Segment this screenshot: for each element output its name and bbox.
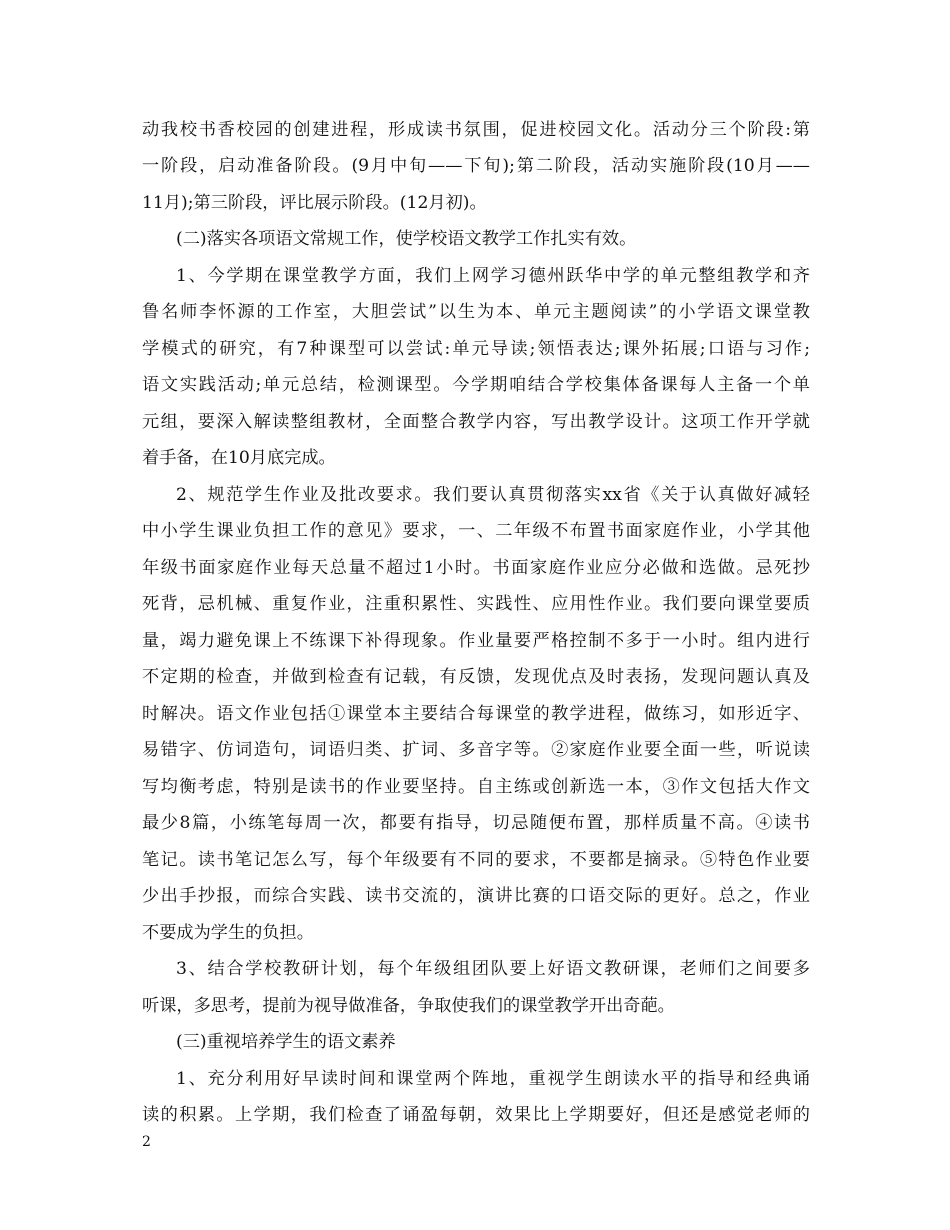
text-line: 年级书面家庭作业每天总量不超过1小时。书面家庭作业应分必做和选做。忌死抄 xyxy=(142,558,810,578)
text-line: 中小学生课业负担工作的意见》要求，一、二年级不布置书面家庭作业，小学其他 xyxy=(142,521,810,541)
text-line: 语文实践活动;单元总结，检测课型。今学期咱结合学校集体备课每人主备一个单 xyxy=(142,375,810,395)
text-line: 学模式的研究，有7种课型可以尝试:单元导读;领悟表达;课外拓展;口语与习作; xyxy=(142,339,810,359)
text-line: 着手备，在10月底完成。 xyxy=(142,448,336,468)
text-line: 笔记。读书笔记怎么写，每个年级要有不同的要求，不要都是摘录。⑤特色作业要 xyxy=(142,850,810,870)
text-line: 不要成为学生的负担。 xyxy=(142,923,314,943)
text-line: 量，竭力避免课上不练课下补得现象。作业量要严格控制不多于一小时。组内进行 xyxy=(142,631,810,651)
text-line: 少出手抄报，而综合实践、读书交流的，演讲比赛的口语交际的更好。总之，作业 xyxy=(142,886,810,906)
text-line: 读的积累。上学期，我们检查了诵盈每朝，效果比上学期要好，但还是感觉老师的 xyxy=(142,1105,810,1125)
text-line: 易错字、仿词造句，词语归类、扩词、多音字等。②家庭作业要全面一些，听说读 xyxy=(142,740,810,760)
page-number: 2 xyxy=(142,1134,151,1150)
text-line: 听课，多思考，提前为视导做准备，争取使我们的课堂教学开出奇葩。 xyxy=(142,996,675,1016)
text-line: 11月);第三阶段，评比展示阶段。(12月初)。 xyxy=(142,193,487,213)
text-line: 一阶段，启动准备阶段。(9月中旬——下旬);第二阶段，活动实施阶段(10月—— xyxy=(142,156,810,176)
section-heading: (三)重视培养学生的语文素养 xyxy=(176,1032,396,1052)
text-line: 死背，忌机械、重复作业，注重积累性、实践性、应用性作业。我们要向课堂要质 xyxy=(142,594,810,614)
text-line: 最少8篇，小练笔每周一次，都要有指导，切忌随便布置，那样质量不高。④读书 xyxy=(142,813,810,833)
text-line: 动我校书香校园的创建进程，形成读书氛围，促进校园文化。活动分三个阶段:第 xyxy=(142,120,810,140)
text-line: 鲁名师李怀源的工作室，大胆尝试”以生为本、单元主题阅读”的小学语文课堂教 xyxy=(142,302,810,322)
text-line: 不定期的检查，并做到检查有记载，有反馈，发现优点及时表扬，发现问题认真及 xyxy=(142,667,810,687)
text-line: 2、规范学生作业及批改要求。我们要认真贯彻落实xx省《关于认真做好减轻 xyxy=(176,485,810,505)
text-line: 写均衡考虑，特别是读书的作业要坚持。自主练或创新选一本，③作文包括大作文 xyxy=(142,777,810,797)
text-line: 1、今学期在课堂教学方面，我们上网学习德州跃华中学的单元整组教学和齐 xyxy=(176,266,810,286)
text-line: 元组，要深入解读整组教材，全面整合教学内容，写出教学设计。这项工作开学就 xyxy=(142,412,810,432)
section-heading: (二)落实各项语文常规工作，使学校语文教学工作扎实有效。 xyxy=(176,229,637,249)
text-line: 时解决。语文作业包括①课堂本主要结合每课堂的教学进程，做练习，如形近字、 xyxy=(142,704,810,724)
text-line: 1、充分利用好早读时间和课堂两个阵地，重视学生朗读水平的指导和经典诵 xyxy=(176,1069,810,1089)
text-line: 3、结合学校教研计划，每个年级组团队要上好语文教研课，老师们之间要多 xyxy=(176,959,810,979)
